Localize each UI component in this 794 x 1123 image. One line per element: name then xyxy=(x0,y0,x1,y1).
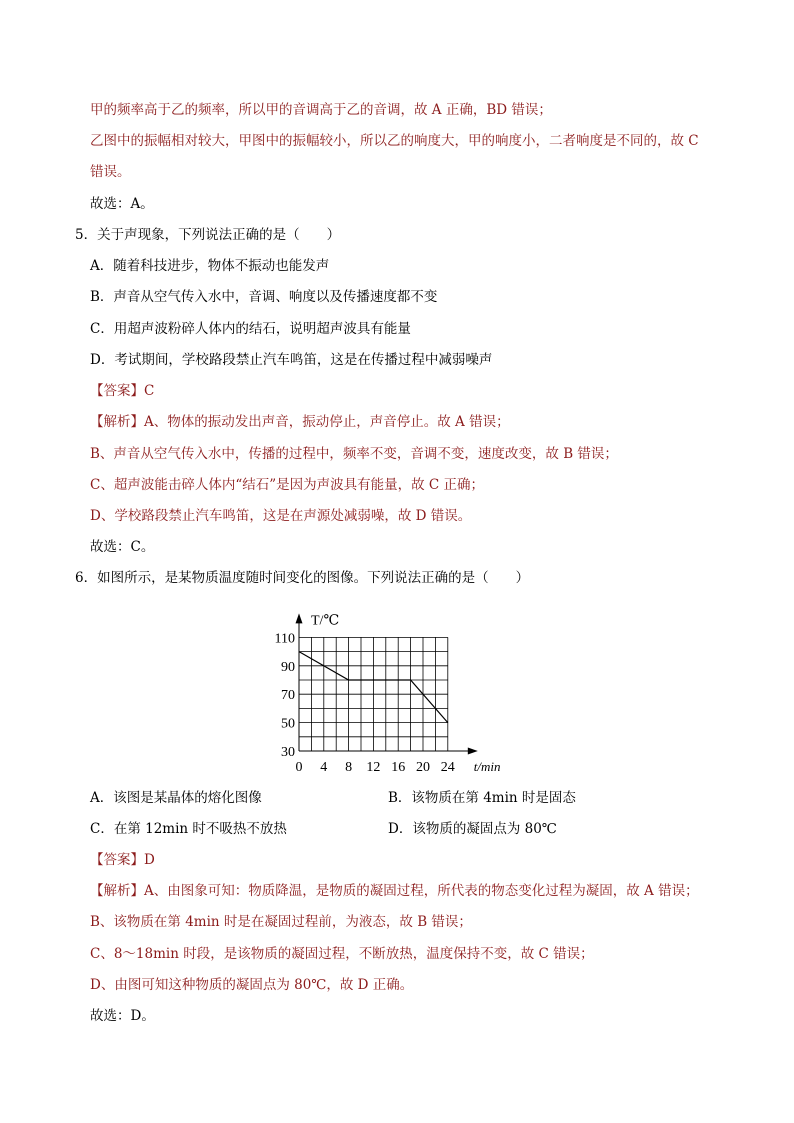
q6-analysis-line-3: C、8～18min 时段，是该物质的凝固过程，不断放热，温度保持不变，故 C 错误； xyxy=(90,946,594,962)
q5-option-b: B．声音从空气传入水中，音调、响度以及传播速度都不变 xyxy=(90,289,438,305)
chart-grid xyxy=(299,637,448,751)
q6-answer-value: D xyxy=(144,852,155,868)
y-axis-label: T/℃ xyxy=(311,613,340,629)
q6-stem: 6．如图所示，是某物质温度随时间变化的图像。下列说法正确的是（ ） xyxy=(75,570,530,586)
x-tick-label: 20 xyxy=(416,760,430,775)
q6-answer xyxy=(90,851,155,869)
y-tick-label: 70 xyxy=(281,688,295,704)
q4-explanation-line-3: 错误。 xyxy=(90,164,131,180)
q5-analysis-text-1: A、物体的振动发出声音，振动停止，声音停止。故 A 错误； xyxy=(144,414,510,430)
q6-analysis-line-4: D、由图可知这种物质的凝固点为 80℃，故 D 正确。 xyxy=(90,977,414,993)
q6-analysis-text-1: A、由图象可知：物质降温，是物质的凝固过程，所代表的物态变化过程为凝固，故 A 错误； xyxy=(144,883,699,899)
x-tick-label: 12 xyxy=(366,760,381,775)
q4-choice: 故选：A。 xyxy=(90,196,154,212)
q4-explanation-line-1: 甲的频率高于乙的频率，所以甲的音调高于乙的音调，故 A 正确，BD 错误； xyxy=(90,102,552,118)
q5-option-c: C．用超声波粉碎人体内的结石，说明超声波具有能量 xyxy=(90,321,411,337)
q5-answer-value: C xyxy=(144,383,155,399)
x-tick-label: 8 xyxy=(345,760,353,775)
x-axis-arrow xyxy=(468,748,478,755)
temperature-time-chart xyxy=(262,594,532,784)
q6-choice: 故选：D。 xyxy=(90,1008,155,1024)
q5-option-a: A．随着科技进步，物体不振动也能发声 xyxy=(90,258,330,274)
y-tick-label: 50 xyxy=(281,716,295,732)
q6-option-b: B．该物质在第 4min 时是固态 xyxy=(388,790,576,806)
x-tick-label: 4 xyxy=(320,760,328,775)
x-axis-label: t/min xyxy=(473,759,501,774)
x-tick-label: 24 xyxy=(440,760,455,775)
x-tick-label: 16 xyxy=(391,760,406,775)
q5-analysis-line-4: D、学校路段禁止汽车鸣笛，这是在声源处减弱噪，故 D 错误。 xyxy=(90,508,472,524)
q4-explanation-line-2: 乙图中的振幅相对较大，甲图中的振幅较小，所以乙的响度大，甲的响度小，二者响度是不同的，故 C xyxy=(90,133,699,149)
q6-analysis-tag: 【解析】 xyxy=(90,883,144,899)
x-tick-label: 0 xyxy=(295,760,303,775)
q5-analysis-line-2: B、声音从空气传入水中，传播的过程中，频率不变，音调不变，速度改变，故 B 错误； xyxy=(90,446,618,462)
y-tick-label: 110 xyxy=(274,631,295,647)
q5-stem: 5．关于声现象，下列说法正确的是（ ） xyxy=(75,227,341,243)
q5-option-d: D．考试期间，学校路段禁止汽车鸣笛，这是在传播过程中减弱噪声 xyxy=(90,352,493,368)
q5-analysis-line-3: C、超声波能击碎人体内“结石”是因为声波具有能量，故 C 正确； xyxy=(90,477,485,493)
q5-analysis-line-1 xyxy=(90,413,510,431)
q5-answer-tag: 【答案】 xyxy=(90,383,144,399)
q6-option-a: A．该图是某晶体的熔化图像 xyxy=(90,790,262,806)
q6-answer-tag: 【答案】 xyxy=(90,852,144,868)
q5-answer xyxy=(90,382,154,400)
y-tick-label: 30 xyxy=(281,745,295,760)
q6-analysis-line-1 xyxy=(90,882,699,900)
q6-option-d: D．该物质的凝固点为 80℃ xyxy=(388,821,557,837)
y-tick-label: 90 xyxy=(281,659,295,675)
q5-choice: 故选：C。 xyxy=(90,539,155,555)
y-axis-arrow xyxy=(296,613,303,623)
q6-option-c: C．在第 12min 时不吸热不放热 xyxy=(90,821,287,837)
q5-analysis-tag: 【解析】 xyxy=(90,414,144,430)
chart-axes xyxy=(296,613,478,754)
q6-analysis-line-2: B、该物质在第 4min 时是在凝固过程前，为液态，故 B 错误； xyxy=(90,914,472,930)
